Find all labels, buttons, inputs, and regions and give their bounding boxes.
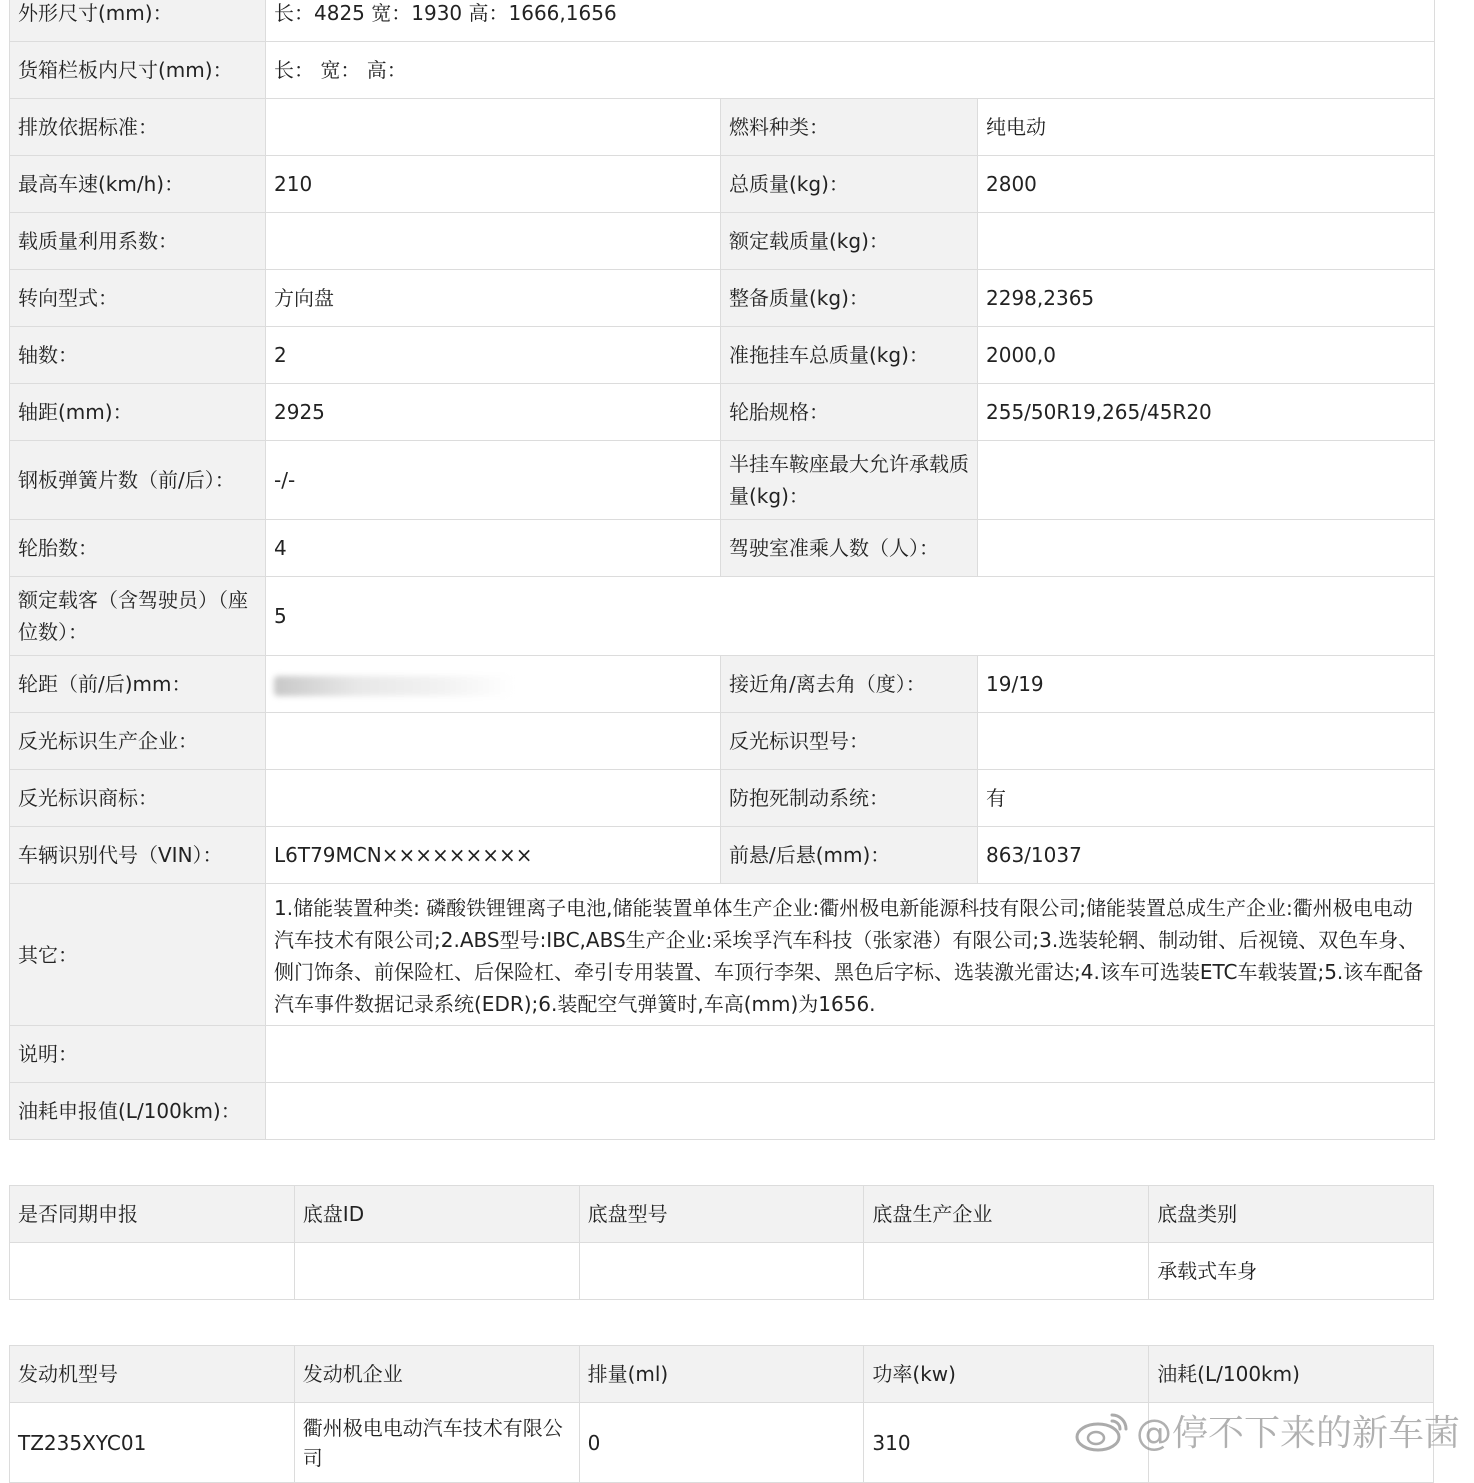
value-overhang: 863/1037 [978,827,1435,884]
chassis-header-row [10,1186,1434,1243]
value-note [266,1026,1435,1083]
spec-row-tyres [10,520,1435,577]
label-saddle: 半挂车鞍座最大允许承载质量(kg)： [721,441,978,520]
value-tyre: 255/50R19,265/45R20 [978,384,1435,441]
chassis-header: 底盘ID [294,1186,579,1243]
label-other: 其它： [10,884,266,1026]
label-wheelbase: 轴距(mm)： [10,384,266,441]
spec-row-seats [10,577,1435,656]
label-trailer: 准拖挂车总质量(kg)： [721,327,978,384]
spec-row-vin [10,827,1435,884]
spec-row-cargo [10,42,1435,99]
spec-table [9,0,1435,1140]
weibo-logo-icon [1074,1409,1130,1453]
value-refl-model [978,713,1435,770]
value-spring: -/- [266,441,721,520]
label-speed: 最高车速(km/h)： [10,156,266,213]
label-cab: 驾驶室准乘人数（人）： [721,520,978,577]
spec-row-emission [10,99,1435,156]
value-util [266,213,721,270]
spec-row-dims [10,0,1435,42]
engine-header: 排量(ml) [579,1346,864,1403]
value-tyres: 4 [266,520,721,577]
watermark-text: @停不下来的新车菌 [1135,1413,1460,1454]
label-refl-maker: 反光标识生产企业： [10,713,266,770]
value-dims: 长：4825 宽：1930 高：1666,1656 [266,0,1435,42]
label-note: 说明： [10,1026,266,1083]
engine-cell: TZ235XYC01 [10,1403,295,1483]
label-rated: 额定载质量(kg)： [721,213,978,270]
value-angle: 19/19 [978,656,1435,713]
label-gross: 总质量(kg)： [721,156,978,213]
label-steer: 转向型式： [10,270,266,327]
engine-header: 功率(kw) [864,1346,1149,1403]
label-refl-model: 反光标识型号： [721,713,978,770]
chassis-header: 底盘类别 [1149,1186,1434,1243]
chassis-table [9,1185,1434,1300]
label-abs: 防抱死制动系统： [721,770,978,827]
label-overhang: 前悬/后悬(mm)： [721,827,978,884]
value-axles: 2 [266,327,721,384]
value-consumption [266,1083,1435,1140]
label-angle: 接近角/离去角（度）： [721,656,978,713]
value-curb: 2298,2365 [978,270,1435,327]
label-tyres: 轮胎数： [10,520,266,577]
spec-row-brand [10,770,1435,827]
chassis-header: 是否同期申报 [10,1186,295,1243]
value-wheelbase: 2925 [266,384,721,441]
chassis-header: 底盘生产企业 [864,1186,1149,1243]
value-gross: 2800 [978,156,1435,213]
spec-row-axles [10,327,1435,384]
spec-row-util [10,213,1435,270]
value-speed: 210 [266,156,721,213]
value-seats: 5 [266,577,1435,656]
label-tyre: 轮胎规格： [721,384,978,441]
engine-cell: 衢州极电电动汽车技术有限公司 [294,1403,579,1483]
engine-header: 油耗(L/100km) [1149,1346,1434,1403]
label-refl-brand: 反光标识商标： [10,770,266,827]
chassis-cell: 承载式车身 [1149,1243,1434,1300]
chassis-cell [294,1243,579,1300]
spec-row-other [10,884,1435,1026]
spec-row-wheelbase [10,384,1435,441]
spec-row-steer [10,270,1435,327]
label-track: 轮距（前/后)mm： [10,656,266,713]
label-fuel: 燃料种类： [721,99,978,156]
label-consumption: 油耗申报值(L/100km)： [10,1083,266,1140]
engine-header: 发动机企业 [294,1346,579,1403]
chassis-cell [10,1243,295,1300]
value-abs: 有 [978,770,1435,827]
value-rated [978,213,1435,270]
chassis-header: 底盘型号 [579,1186,864,1243]
engine-cell: 310 [864,1403,1149,1483]
value-fuel: 纯电动 [978,99,1435,156]
engine-header-row [10,1346,1434,1403]
value-refl-maker [266,713,721,770]
spec-row-consumption [10,1083,1435,1140]
chassis-cell [864,1243,1149,1300]
value-saddle [978,441,1435,520]
blurred-value [274,676,514,696]
label-curb: 整备质量(kg)： [721,270,978,327]
label-cargo: 货箱栏板内尺寸(mm)： [10,42,266,99]
label-vin: 车辆识别代号（VIN）： [10,827,266,884]
label-util: 载质量利用系数： [10,213,266,270]
chassis-cell [579,1243,864,1300]
value-steer: 方向盘 [266,270,721,327]
spec-row-spring [10,441,1435,520]
value-trailer: 2000,0 [978,327,1435,384]
spec-row-speed [10,156,1435,213]
watermark [1074,1405,1460,1456]
label-emission: 排放依据标准： [10,99,266,156]
value-vin: L6T79MCN××××××××× [266,827,721,884]
spec-row-note [10,1026,1435,1083]
value-refl-brand [266,770,721,827]
spec-row-track [10,656,1435,713]
label-dims: 外形尺寸(mm)： [10,0,266,42]
label-seats: 额定载客（含驾驶员）（座位数）： [10,577,266,656]
value-other: 1.储能装置种类: 磷酸铁锂锂离子电池,储能装置单体生产企业:衢州极电新能源科技有限公司;储能装置总成生产企业:衢州极电电动汽车技术有限公司;2.ABS型号:IBC,ABS生产企业:采埃孚汽车科技（张家港）有限公司;3.选装轮辋、制动钳、后视镜、双色车身、侧门饰条、前保险杠、后保险杠、牵引专用装置、车顶行李架、黑色后字标、选装激光雷达;4.该车可选装ETC车载装置;5.该车配备汽车事件数据记录系统(EDR);6.装配空气弹簧时,车高(mm)为1656. [266,884,1435,1026]
value-cargo: 长： 宽： 高： [266,42,1435,99]
value-cab [978,520,1435,577]
value-emission [266,99,721,156]
spec-row-reflector [10,713,1435,770]
engine-header: 发动机型号 [10,1346,295,1403]
chassis-data-row [10,1243,1434,1300]
value-track [266,656,721,713]
engine-cell: 0 [579,1403,864,1483]
label-spring: 钢板弹簧片数（前/后）： [10,441,266,520]
label-axles: 轴数： [10,327,266,384]
